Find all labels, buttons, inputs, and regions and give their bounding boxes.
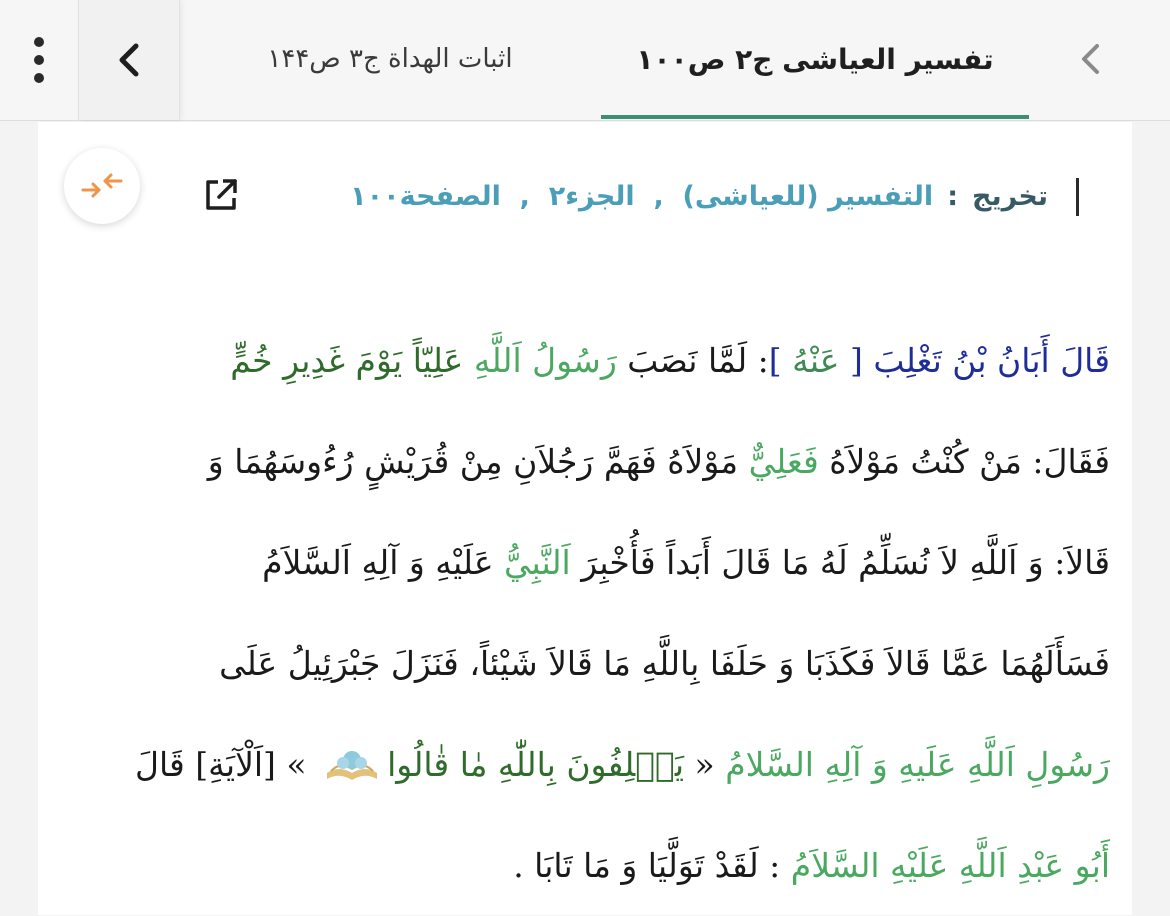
chevron-left-icon [114, 40, 144, 80]
tab-label: تفسير العياشى ج۲ ص۱۰۰ [636, 42, 994, 76]
source-citation [38, 170, 1132, 222]
hadith-text-segment: [اَلْآيَةِ] قَالَ [135, 745, 276, 784]
hadith-text-segment: عَلَيْهِ وَ آلِهِ اَلسَّلاَمُ [262, 543, 505, 582]
event-mention: يَوْمَ غَدِيرِ خُمٍّ [230, 341, 413, 380]
imam-mention[interactable]: عَلِيّاً [412, 341, 474, 380]
citation-label: تخريج [972, 180, 1048, 212]
bracket-open: [ [839, 341, 863, 380]
active-tab-indicator [601, 115, 1029, 119]
imam-mention[interactable]: فَعَلِيٌّ [748, 442, 819, 481]
back-button[interactable] [78, 0, 180, 120]
citation-text [288, 170, 1048, 222]
top-bar [0, 0, 1170, 121]
hadith-line-6 [65, 815, 1110, 916]
prophet-mention[interactable]: رَسُولُ اَللَّهِ [473, 341, 617, 380]
citation-divider [1076, 178, 1079, 216]
bracket-close: ] [768, 341, 793, 380]
hadith-line-1 [65, 310, 1110, 411]
hadith-line-4 [65, 613, 1110, 714]
honorific: عَنْهُ [792, 341, 840, 380]
hadith-text-segment: مَوْلاَهُ فَهَمَّ رَجُلاَنِ مِنْ قُرَيْشٍ رُءُوسَهُمَا وَ [207, 442, 749, 481]
hadith-text-segment: قَالاَ: وَ اَللَّهِ لاَ نُسَلِّمُ لَهُ مَا قَالَ أَبَداً فَأُخْبِرَ [570, 543, 1110, 582]
prophet-mention[interactable]: اَلنَّبِيُّ [504, 543, 571, 582]
hadith-text-segment: : لَقَدْ تَوَلَّيَا وَ مَا تَابَا . [513, 846, 791, 885]
hadith-text-segment: فَسَأَلَهُمَا عَمَّا قَالاَ فَكَذَبَا وَ حَلَفَا بِاللَّهِ مَا قَالاَ شَيْئاً، فَنَزَلَ جَبْرَئِيلُ عَلَى [219, 644, 1110, 683]
tab-tafsir-al-ayyashi[interactable] [600, 0, 1030, 118]
hadith-text [65, 310, 1110, 916]
tab-ithbat-al-hudat[interactable] [200, 0, 580, 118]
citation-value[interactable]: التفسير (للعياشی) , الجزء۲ , الصفحة۱۰۰ [350, 180, 934, 212]
quote-close: » [275, 745, 318, 784]
more-vertical-icon [34, 37, 44, 83]
hadith-line-5 [65, 714, 1110, 815]
narrator-name: قَالَ أَبَانُ بْنُ تَغْلِبَ [873, 341, 1110, 380]
chevron-left-icon [1076, 39, 1104, 79]
imam-mention[interactable]: أَبُو عَبْدِ اَللَّهِ عَلَيْهِ السَّلاَمُ [790, 846, 1110, 885]
quran-book-icon[interactable] [323, 747, 381, 787]
citation-separator: : [947, 180, 958, 212]
more-menu-button[interactable] [0, 0, 78, 120]
hadith-line-2 [65, 411, 1110, 512]
prophet-mention[interactable]: رَسُولِ اَللَّهِ عَلَيهِ وَ آلِهِ السَّلامُ [725, 745, 1110, 784]
previous-tabs-button[interactable] [1060, 0, 1120, 118]
hadith-text-segment: فَقَالَ: مَنْ كُنْتُ مَوْلاَهُ [818, 442, 1110, 481]
hadith-line-3 [65, 512, 1110, 613]
quran-verse[interactable]: يَحۡلِفُونَ بِاللّٰهِ مٰا قٰالُوا [387, 745, 685, 784]
hadith-text-segment: : لَمَّا نَصَبَ [616, 341, 769, 380]
tab-label: اثبات الهداة ج۳ ص۱۴۴ [267, 44, 513, 74]
hadith-card [38, 122, 1132, 915]
quote-open: « [684, 745, 726, 784]
